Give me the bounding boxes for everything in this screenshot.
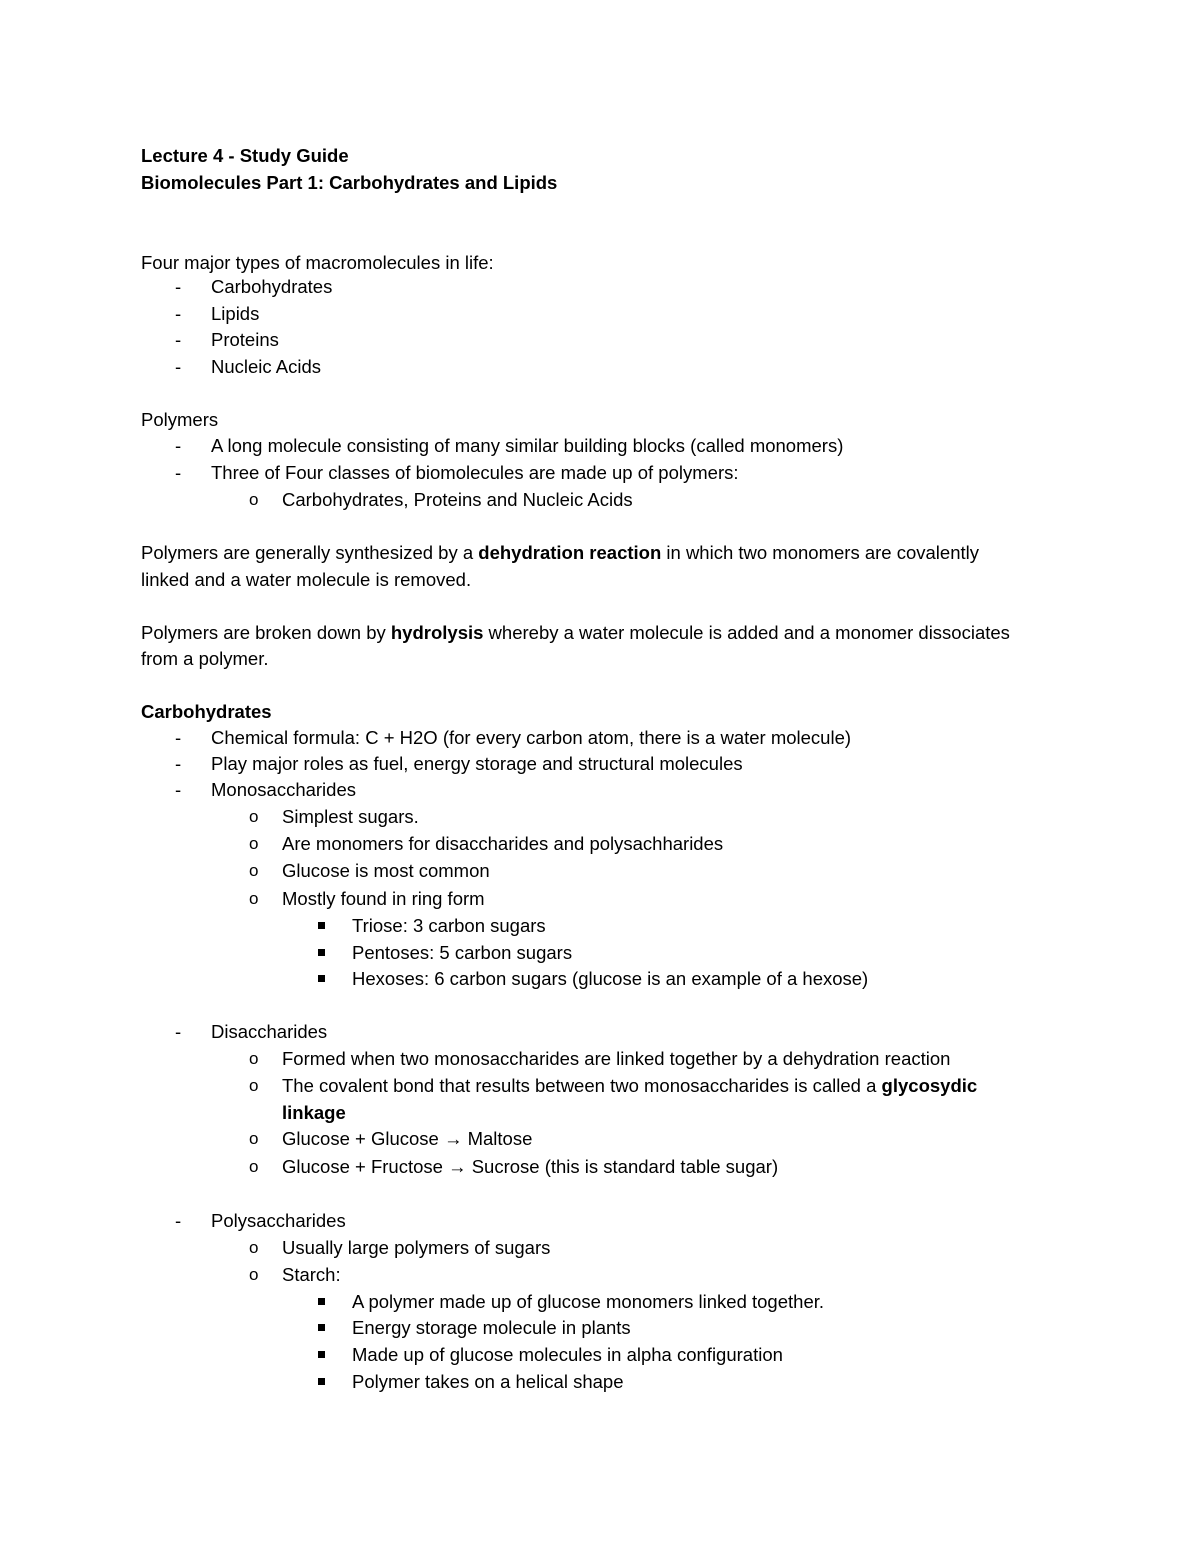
dash-bullet: - (175, 753, 182, 774)
list-item: Nucleic Acids (211, 356, 322, 377)
list-subsubitem: Hexoses: 6 carbon sugars (glucose is an example of a hexose) (352, 968, 869, 989)
list-subitem: Glucose + Fructose → Sucrose (this is standard table sugar) (282, 1156, 779, 1177)
text-run: Polymers are generally synthesized by a (141, 542, 479, 563)
synthesis-line-2: linked and a water molecule is removed. (141, 569, 472, 590)
circle-bullet: o (249, 861, 259, 880)
list-subsubitem: Energy storage molecule in plants (352, 1317, 631, 1338)
list-item: Lipids (211, 303, 260, 324)
list-subsubitem: A polymer made up of glucose monomers linked together. (352, 1291, 825, 1312)
term-glycosydic: glycosydic (881, 1075, 978, 1096)
polymers-heading: Polymers (141, 409, 219, 430)
text-run: Polymers are broken down by (141, 622, 391, 643)
synthesis-line-1 (141, 540, 979, 566)
term-dehydration-reaction: dehydration reaction (478, 542, 662, 563)
square-bullet (318, 949, 325, 956)
dash-bullet: - (175, 779, 182, 800)
disaccharides-label: Disaccharides (211, 1021, 328, 1042)
circle-bullet: o (249, 889, 259, 908)
square-bullet (318, 922, 325, 929)
list-subitem: Starch: (282, 1264, 341, 1285)
square-bullet (318, 1351, 325, 1358)
text-run: whereby a water molecule is added and a monomer dissociates (483, 622, 1010, 643)
text-run: The covalent bond that results between two monosaccharides is called a (282, 1075, 882, 1096)
list-item: Carbohydrates (211, 276, 333, 297)
list-item: Chemical formula: C + H2O (for every carbon atom, there is a water molecule) (211, 727, 852, 748)
list-subsubitem: Made up of glucose molecules in alpha configuration (352, 1344, 783, 1365)
circle-bullet: o (249, 1049, 259, 1068)
polysaccharides-label: Polysaccharides (211, 1210, 346, 1231)
list-subitem: Are monomers for disaccharides and polysachharides (282, 833, 724, 854)
carbohydrates-heading: Carbohydrates (141, 701, 272, 722)
list-item: Play major roles as fuel, energy storage and structural molecules (211, 753, 743, 774)
circle-bullet: o (249, 490, 259, 509)
circle-bullet: o (249, 1157, 259, 1176)
square-bullet (318, 1298, 325, 1305)
dash-bullet: - (175, 462, 182, 483)
list-subsubitem: Pentoses: 5 carbon sugars (352, 942, 573, 963)
circle-bullet: o (249, 807, 259, 826)
hydrolysis-line-1 (141, 620, 1010, 646)
list-subitem: Glucose + Glucose → Maltose (282, 1128, 533, 1149)
intro-heading: Four major types of macromolecules in life: (141, 252, 494, 273)
term-linkage: linkage (282, 1102, 346, 1123)
term-hydrolysis: hydrolysis (390, 622, 484, 643)
list-subitem: Simplest sugars. (282, 806, 419, 827)
hydrolysis-line-2: from a polymer. (141, 648, 269, 669)
circle-bullet: o (249, 1129, 259, 1148)
dash-bullet: - (175, 276, 182, 297)
list-subitem: Formed when two monosaccharides are linked together by a dehydration reaction (282, 1048, 951, 1069)
list-subsubitem: Polymer takes on a helical shape (352, 1371, 624, 1392)
square-bullet (318, 975, 325, 982)
circle-bullet: o (249, 1238, 259, 1257)
list-item: A long molecule consisting of many similar building blocks (called monomers) (211, 435, 844, 456)
dash-bullet: - (175, 329, 182, 350)
dash-bullet: - (175, 1210, 182, 1231)
dash-bullet: - (175, 435, 182, 456)
square-bullet (318, 1378, 325, 1385)
list-item: Monosaccharides (211, 779, 356, 800)
text-run: in which two monomers are covalently (661, 542, 979, 563)
dash-bullet: - (175, 303, 182, 324)
square-bullet (318, 1324, 325, 1331)
list-subsubitem: Triose: 3 carbon sugars (352, 915, 546, 936)
list-subitem: Carbohydrates, Proteins and Nucleic Acids (282, 489, 633, 510)
circle-bullet: o (249, 834, 259, 853)
dash-bullet: - (175, 1021, 182, 1042)
list-subitem (282, 1073, 977, 1099)
circle-bullet: o (249, 1265, 259, 1284)
dash-bullet: - (175, 727, 182, 748)
list-item: Three of Four classes of biomolecules are made up of polymers: (211, 462, 739, 483)
list-item: Proteins (211, 329, 279, 350)
list-subitem: Usually large polymers of sugars (282, 1237, 551, 1258)
list-subitem: Mostly found in ring form (282, 888, 485, 909)
document-subtitle: Biomolecules Part 1: Carbohydrates and Lipids (141, 172, 558, 193)
list-subitem: Glucose is most common (282, 860, 490, 881)
dash-bullet: - (175, 356, 182, 377)
circle-bullet: o (249, 1076, 259, 1095)
document-title: Lecture 4 - Study Guide (141, 145, 349, 166)
